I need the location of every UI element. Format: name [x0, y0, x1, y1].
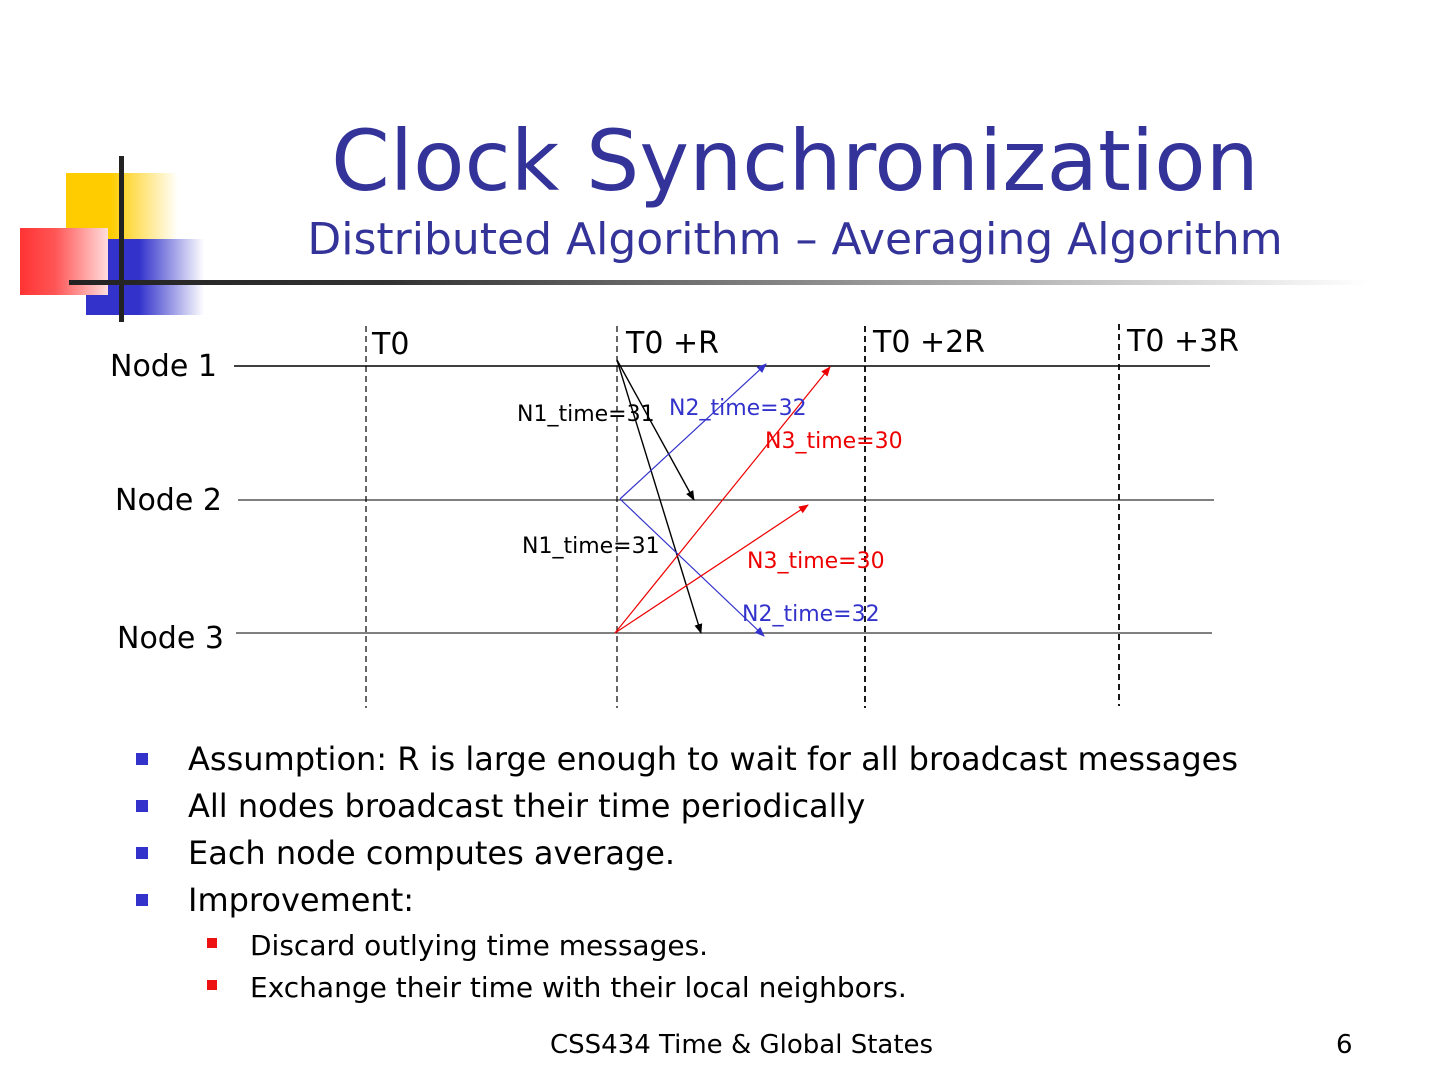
bullet-marker [136, 894, 148, 906]
message-label: N3_time=30 [747, 549, 885, 574]
sub-bullet-item [250, 971, 907, 1004]
bullet-text: All nodes broadcast their time periodically [188, 787, 866, 825]
message-arrow-n2-to-n1 [620, 364, 766, 499]
node-label: Node 1 [110, 349, 217, 384]
bullet-marker [136, 847, 148, 859]
sub-bullet-item [250, 929, 708, 962]
message-arrow-n1-to-n2 [617, 360, 694, 500]
sub-bullet-marker [207, 980, 217, 990]
bullet-text: Each node computes average. [188, 834, 676, 872]
message-label: N2_time=32 [669, 396, 807, 421]
bullet-item [188, 740, 1238, 778]
node-label: Node 3 [117, 621, 224, 656]
bullet-text: Improvement: [188, 881, 415, 919]
sub-bullet-text: Discard outlying time messages. [250, 929, 709, 962]
bullet-item [188, 787, 865, 825]
sub-bullet-marker [207, 938, 217, 948]
slide-subtitle: Distributed Algorithm – Averaging Algorithm [307, 214, 1283, 265]
page-number: 6 [1336, 1030, 1353, 1060]
time-label: T0 +2R [873, 325, 986, 360]
bullet-item [188, 881, 414, 919]
sub-bullet-text: Exchange their time with their local neighbors. [250, 971, 907, 1004]
time-label: T0 +R [626, 326, 719, 361]
message-label: N1_time=31 [522, 534, 660, 559]
time-label: T0 [372, 327, 410, 362]
bullet-marker [136, 800, 148, 812]
message-label: N1_time=31 [517, 402, 655, 427]
footer-text: CSS434 Time & Global States [550, 1030, 934, 1060]
time-label: T0 +3R [1127, 324, 1240, 359]
bullet-item [188, 834, 675, 872]
bullet-text: Assumption: R is large enough to wait for all broadcast messages [188, 740, 1239, 778]
bullet-marker [136, 753, 148, 765]
message-label: N3_time=30 [765, 429, 903, 454]
node-label: Node 2 [115, 483, 222, 518]
slide-title: Clock Synchronization [331, 112, 1259, 210]
message-label: N2_time=32 [742, 602, 880, 627]
